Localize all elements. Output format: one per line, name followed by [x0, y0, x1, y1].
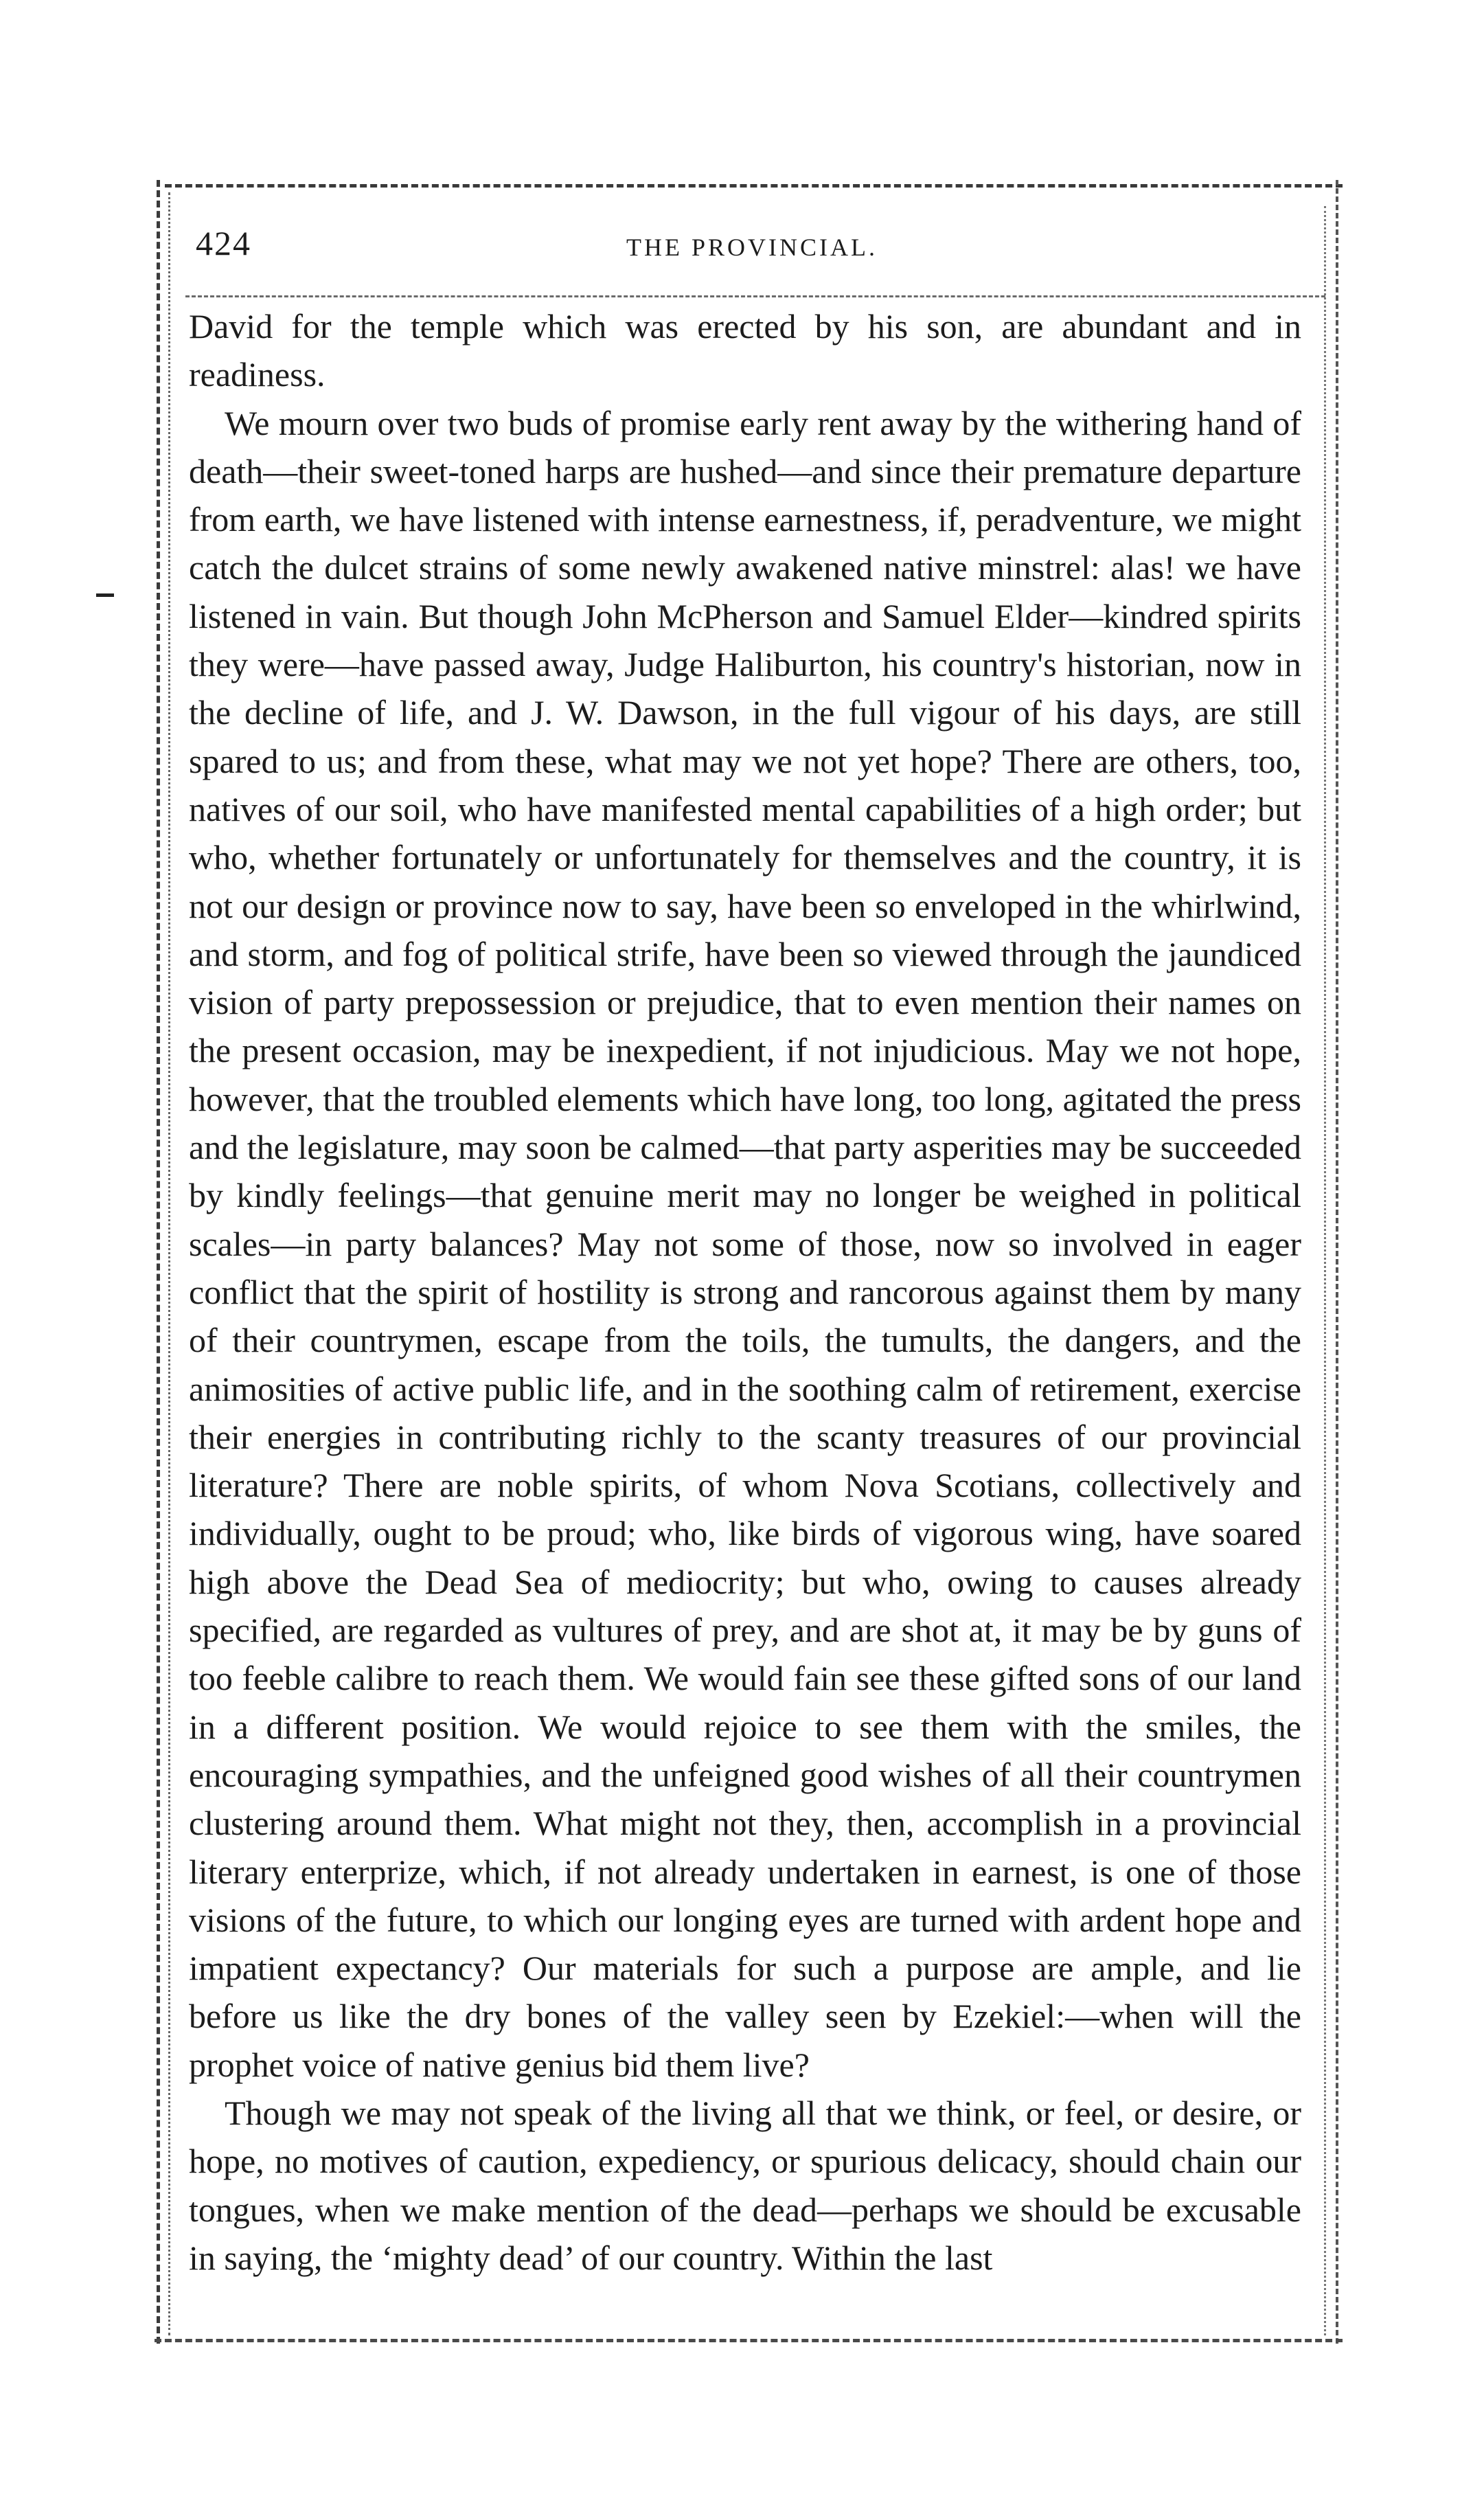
- bottom-border-rule: [155, 2339, 1343, 2342]
- margin-mark: [96, 593, 114, 597]
- paragraph-mourning: We mourn over two buds of promise early rent away by the withering hand of death—their sweet-toned harps are hushed—and since their premature departure from earth, we have listened with intense earnestness, if, peradventure, we might catch the dulcet strains of some newly awakened native minstrel: alas! we have listened in vain. But though John McPherson and Samuel Elder—kindred spirits they were—have passed away, Judge Haliburton, his country's historian, now in the decline of life, and J. W. Dawson, in the full vigour of his days, are still spared to us; and from these, what may we not yet hope? There are others, too, natives of our soil, who have manifested mental capabilities of a high order; but who, whether fortunately or unfortunately for themselves and the country, it is not our design or province now to say, have been so enveloped in the whirlwind, and storm, and fog of political strife, have been so viewed through the jaundiced vision of party prepossession or prejudice, that to even mention their names on the present occasion, may be inexpedient, if not injudicious. May we not hope, however, that the troubled elements which have long, too long, agitated the press and the legislature, may soon be calmed—that party asperities may be succeeded by kindly feelings—that genuine merit may no longer be weighed in political scales—in party balances? May not some of those, now so involved in eager conflict that the spirit of hostility is strong and rancorous against them by many of their countrymen, escape from the toils, the tumults, the dangers, and the animosities of active public life, and in the soothing calm of retirement, exercise their energies in contributing richly to the scanty treasures of our provincial literature? There are noble spirits, of whom Nova Scotians, collectively and individually, ought to be proud; who, like birds of vigorous wing, have soared high above the Dead Sea of mediocrity; but who, owing to causes already specified, are regarded as vultures of prey, and are shot at, it may be by guns of too feeble calibre to reach them. We would fain see these gifted sons of our land in a different position. We would rejoice to see them with the smiles, the encouraging sympathies, and the unfeigned good wishes of all their countrymen clustering around them. What might not they, then, accomplish in a provincial literary enterprize, which, if not already undertaken in earnest, is one of those visions of the future, to which our longing eyes are turned with ardent hope and impatient expectancy? Our materials for such a purpose are ample, and lie before us like the dry bones of the valley seen by Ezekiel:—when will the prophet voice of native genius bid them live?: [189, 403, 1301, 2084]
- top-border-rule: [165, 184, 1343, 188]
- right-inner-border-rule: [1324, 206, 1326, 2335]
- running-head: THE PROVINCIAL.: [626, 234, 878, 261]
- page-header: [196, 223, 1308, 271]
- body-text: [189, 302, 1301, 2282]
- header-divider-rule: [185, 295, 1325, 297]
- left-inner-border-rule: [168, 192, 170, 2335]
- right-border-rule: [1336, 180, 1338, 2344]
- paragraph-continued: David for the temple which was erected by his son, are abundant and in readiness.: [189, 307, 1301, 394]
- left-border-rule: [157, 180, 160, 2344]
- paragraph-mighty-dead: Though we may not speak of the living all that we think, or feel, or desire, or hope, no motives of caution, expediency, or spurious delicacy, should chain our tongues, when we make mention of the dead—perhaps we should be excusable in saying, the ‘mighty dead’ of our country. Within the last: [189, 2093, 1301, 2277]
- page-number: 424: [196, 224, 251, 262]
